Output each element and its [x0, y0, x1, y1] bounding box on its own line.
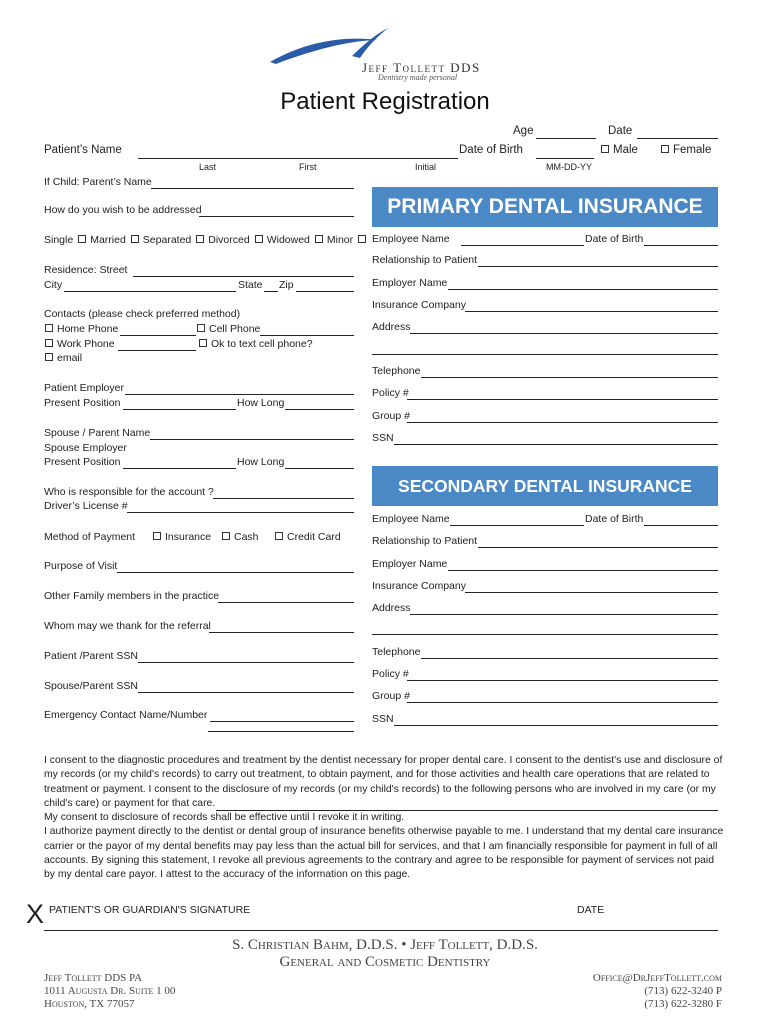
- referral-label: Whom may we thank for the referral: [44, 620, 211, 632]
- patient-name-field[interactable]: [138, 147, 458, 159]
- email-label: email: [57, 352, 83, 364]
- credit-card-checkbox[interactable]: [275, 532, 283, 540]
- divorced-checkbox[interactable]: [255, 235, 263, 243]
- footer-doctors: S. Christian Bahm, D.D.S. • Jeff Tollett, D.D.S.: [232, 937, 538, 953]
- primary-insurance-company-field[interactable]: [465, 300, 718, 312]
- marital-widowed[interactable]: [267, 234, 327, 246]
- marital-single[interactable]: [44, 234, 90, 246]
- footer-street: 1011 Augusta Dr. Suite 1 00: [44, 985, 176, 997]
- footer-fax: (713) 622-3280 F: [644, 998, 722, 1010]
- payment-credit-card-option[interactable]: [270, 531, 341, 543]
- spouse-how-long-field[interactable]: [285, 457, 354, 469]
- addressed-label: How do you wish to be addressed: [44, 204, 202, 216]
- drivers-license-field[interactable]: [127, 501, 354, 513]
- secondary-insurance-company-label: Insurance Company: [372, 580, 466, 592]
- practice-logo: [268, 22, 508, 82]
- spouse-how-long-label: How Long: [237, 456, 285, 468]
- primary-dob-label: Date of Birth: [585, 233, 644, 245]
- payment-insurance-option[interactable]: [148, 531, 211, 543]
- secondary-insurance-banner: SECONDARY DENTAL INSURANCE: [372, 466, 718, 506]
- spouse-ssn-label: Spouse/Parent SSN: [44, 680, 138, 692]
- emergency-line-2: [208, 731, 354, 732]
- referral-field[interactable]: [209, 621, 354, 633]
- primary-group-label: Group #: [372, 410, 410, 422]
- spouse-parent-name-label: Spouse / Parent Name: [44, 427, 151, 439]
- residence-label: Residence: Street: [44, 264, 128, 276]
- dob-field[interactable]: [536, 147, 594, 159]
- secondary-telephone-field[interactable]: [421, 647, 718, 659]
- spouse-parent-name-field[interactable]: [150, 428, 354, 440]
- marital-separated[interactable]: [143, 234, 208, 246]
- secondary-address-field[interactable]: [410, 603, 718, 615]
- logo-name: Jeff Tollett DDS: [362, 60, 481, 75]
- secondary-address-line-2: [372, 634, 718, 635]
- drivers-license-label: Driver’s License #: [44, 500, 128, 512]
- logo-tagline: Dentistry made personal: [378, 73, 458, 82]
- primary-telephone-label: Telephone: [372, 365, 421, 377]
- patient-ssn-label: Patient /Parent SSN: [44, 650, 138, 662]
- secondary-dob-label: Date of Birth: [585, 513, 644, 525]
- female-checkbox[interactable]: [661, 145, 669, 153]
- marital-married-label: Married: [90, 234, 126, 246]
- state-field[interactable]: [264, 280, 278, 292]
- home-phone-field[interactable]: [120, 324, 196, 336]
- zip-field[interactable]: [296, 280, 354, 292]
- payment-credit-card-label: Credit Card: [287, 531, 341, 543]
- zip-label: Zip: [279, 279, 294, 291]
- state-label: State: [238, 279, 263, 291]
- work-phone-checkbox[interactable]: [45, 339, 53, 347]
- secondary-group-field[interactable]: [407, 691, 718, 703]
- patient-name-label: Patient’s Name: [44, 144, 122, 156]
- age-field[interactable]: [536, 127, 596, 139]
- marital-divorced[interactable]: [208, 234, 266, 246]
- emergency-label: Emergency Contact Name/Number: [44, 709, 208, 721]
- home-phone-option[interactable]: [40, 323, 118, 335]
- initial-sublabel: Initial: [415, 162, 437, 172]
- footer-specialty: General and Cosmetic Dentistry: [279, 954, 491, 970]
- other-family-field[interactable]: [218, 591, 354, 603]
- primary-dob-field[interactable]: [644, 234, 718, 246]
- minor-checkbox[interactable]: [358, 235, 366, 243]
- marital-minor-label: Minor: [326, 234, 354, 246]
- spouse-position-label: Present Position: [44, 456, 121, 468]
- marital-status: [44, 234, 370, 246]
- cell-phone-option[interactable]: [192, 323, 260, 335]
- home-phone-label: Home Phone: [57, 323, 119, 335]
- dob-label: Date of Birth: [459, 144, 523, 156]
- spouse-employer-label: Spouse Employer: [44, 442, 127, 454]
- marital-divorced-label: Divorced: [208, 234, 250, 246]
- email-option[interactable]: [40, 352, 82, 364]
- work-phone-option[interactable]: [40, 338, 115, 350]
- signature-date-label: DATE: [577, 904, 605, 916]
- city-label: City: [44, 279, 63, 291]
- signature-label: PATIENT'S OR GUARDIAN'S SIGNATURE: [49, 904, 251, 916]
- male-label: Male: [613, 144, 638, 156]
- patient-employer-label: Patient Employer: [44, 382, 124, 394]
- ok-to-text-label: Ok to text cell phone?: [211, 338, 313, 350]
- addressed-field[interactable]: [199, 205, 354, 217]
- payment-method-label: Method of Payment: [44, 531, 136, 543]
- last-sublabel: Last: [199, 162, 217, 172]
- primary-policy-label: Policy #: [372, 387, 409, 399]
- patient-employer-field[interactable]: [125, 383, 354, 395]
- date-field[interactable]: [637, 127, 718, 139]
- primary-group-field[interactable]: [407, 411, 718, 423]
- primary-employer-field[interactable]: [448, 278, 718, 290]
- secondary-address-label: Address: [372, 602, 411, 614]
- secondary-dob-field[interactable]: [644, 514, 718, 526]
- consent-disclosure-line: [216, 810, 718, 811]
- city-field[interactable]: [64, 280, 236, 292]
- secondary-employer-label: Employer Name: [372, 558, 448, 570]
- payment-cash-label: Cash: [234, 531, 259, 543]
- age-label: Age: [513, 125, 534, 137]
- consent-paragraph-3: I authorize payment directly to the dentist or dental group of insurance benefits otherwise payable to me. I understand that my dental care insurance carrier or the payor of my dental benefits may pay less than the actual bill for services, and that I am financially responsible for payment in full of all accounts. By signing this statement, I revoke all previous agreements to the contrary and agree to be responsible for payment of services not paid by my dental care payor. I attest to the accuracy of the information on this page.: [44, 826, 724, 881]
- primary-policy-field[interactable]: [407, 388, 718, 400]
- date-format-hint: MM-DD-YY: [546, 162, 592, 172]
- secondary-employee-name-label: Employee Name: [372, 513, 450, 525]
- date-label: Date: [608, 125, 633, 137]
- married-checkbox[interactable]: [131, 235, 139, 243]
- cash-checkbox[interactable]: [222, 532, 230, 540]
- marital-single-label: Single: [44, 234, 74, 246]
- single-checkbox[interactable]: [78, 235, 86, 243]
- female-option[interactable]: [656, 144, 711, 156]
- separated-checkbox[interactable]: [196, 235, 204, 243]
- insurance-checkbox[interactable]: [153, 532, 161, 540]
- primary-telephone-field[interactable]: [421, 366, 718, 378]
- secondary-policy-label: Policy #: [372, 668, 409, 680]
- email-checkbox[interactable]: [45, 353, 53, 361]
- how-long-field[interactable]: [285, 398, 354, 410]
- ok-to-text-checkbox[interactable]: [199, 339, 207, 347]
- contacts-label: Contacts (please check preferred method): [44, 308, 241, 320]
- secondary-relationship-label: Relationship to Patient: [372, 535, 478, 547]
- work-phone-field[interactable]: [118, 339, 196, 351]
- parent-name-label: If Child: Parent’s Name: [44, 176, 152, 188]
- home-phone-checkbox[interactable]: [45, 324, 53, 332]
- footer-phone: (713) 622-3240 P: [644, 985, 722, 997]
- consent-paragraph-2: My consent to disclosure of records shall be effective until I revoke it in writing.: [44, 812, 405, 824]
- work-phone-label: Work Phone: [57, 338, 115, 350]
- secondary-policy-field[interactable]: [407, 669, 718, 681]
- payment-insurance-label: Insurance: [165, 531, 212, 543]
- secondary-employee-name-field[interactable]: [450, 514, 584, 526]
- secondary-relationship-field[interactable]: [478, 536, 718, 548]
- page-title: Patient Registration: [280, 88, 490, 115]
- consent-text: [44, 754, 726, 883]
- secondary-group-label: Group #: [372, 690, 410, 702]
- responsible-label: Who is responsible for the account ?: [44, 486, 214, 498]
- primary-employee-name-label: Employee Name: [372, 233, 450, 245]
- street-field[interactable]: [133, 265, 354, 277]
- present-position-field[interactable]: [123, 398, 236, 410]
- purpose-field[interactable]: [117, 561, 354, 573]
- primary-employer-label: Employer Name: [372, 277, 448, 289]
- primary-insurance-company-label: Insurance Company: [372, 299, 466, 311]
- marital-married[interactable]: [90, 234, 143, 246]
- female-label: Female: [673, 144, 712, 156]
- cell-phone-label: Cell Phone: [209, 323, 261, 335]
- consent-paragraph-1: I consent to the diagnostic procedures and treatment by the dentist necessary for proper dental care. I consent to the dentist's use and disclosure of my records (or my child's records) to carry out treatment, to obtain payment, and for those activities and health care operations that are related to treatment or payment. I consent to the disclosure of my records (or my child's records) to the following persons who are involved in my care (or my child's care) or payment for that care.: [44, 755, 723, 809]
- secondary-telephone-label: Telephone: [372, 646, 421, 658]
- how-long-label: How Long: [237, 397, 285, 409]
- footer-city: Houston, TX 77057: [44, 998, 135, 1010]
- primary-address-line-2: [372, 354, 718, 355]
- widowed-checkbox[interactable]: [315, 235, 323, 243]
- responsible-field[interactable]: [213, 487, 354, 499]
- marital-minor[interactable]: [327, 234, 370, 246]
- secondary-insurance-company-field[interactable]: [465, 581, 718, 593]
- primary-relationship-field[interactable]: [478, 255, 718, 267]
- marital-widowed-label: Widowed: [266, 234, 310, 246]
- footer-email[interactable]: Office@DrJeffTollett.com: [592, 972, 722, 984]
- first-sublabel: First: [299, 162, 317, 172]
- cell-phone-checkbox[interactable]: [197, 324, 205, 332]
- primary-insurance-banner: PRIMARY DENTAL INSURANCE: [372, 187, 718, 227]
- primary-ssn-field[interactable]: [394, 433, 718, 445]
- secondary-ssn-label: SSN: [372, 713, 394, 725]
- other-family-label: Other Family members in the practice: [44, 590, 220, 602]
- emergency-field[interactable]: [210, 710, 354, 722]
- male-checkbox[interactable]: [601, 145, 609, 153]
- cell-phone-field[interactable]: [260, 324, 354, 336]
- primary-address-field[interactable]: [410, 322, 718, 334]
- spouse-ssn-field[interactable]: [138, 681, 354, 693]
- parent-name-field[interactable]: [151, 177, 354, 189]
- male-option[interactable]: [596, 144, 638, 156]
- signature-line[interactable]: [44, 930, 718, 931]
- primary-address-label: Address: [372, 321, 411, 333]
- payment-cash-option[interactable]: [217, 531, 259, 543]
- primary-relationship-label: Relationship to Patient: [372, 254, 478, 266]
- ok-to-text-option[interactable]: [194, 338, 313, 350]
- secondary-employer-field[interactable]: [448, 559, 718, 571]
- secondary-ssn-field[interactable]: [394, 714, 718, 726]
- footer-practice-name: Jeff Tollett DDS PA: [44, 972, 143, 984]
- marital-separated-label: Separated: [142, 234, 192, 246]
- patient-ssn-field[interactable]: [138, 651, 354, 663]
- purpose-label: Purpose of Visit: [44, 560, 118, 572]
- present-position-label: Present Position: [44, 397, 121, 409]
- primary-ssn-label: SSN: [372, 432, 394, 444]
- signature-x-mark: X: [26, 899, 45, 929]
- primary-employee-name-field[interactable]: [461, 234, 584, 246]
- spouse-position-field[interactable]: [123, 457, 236, 469]
